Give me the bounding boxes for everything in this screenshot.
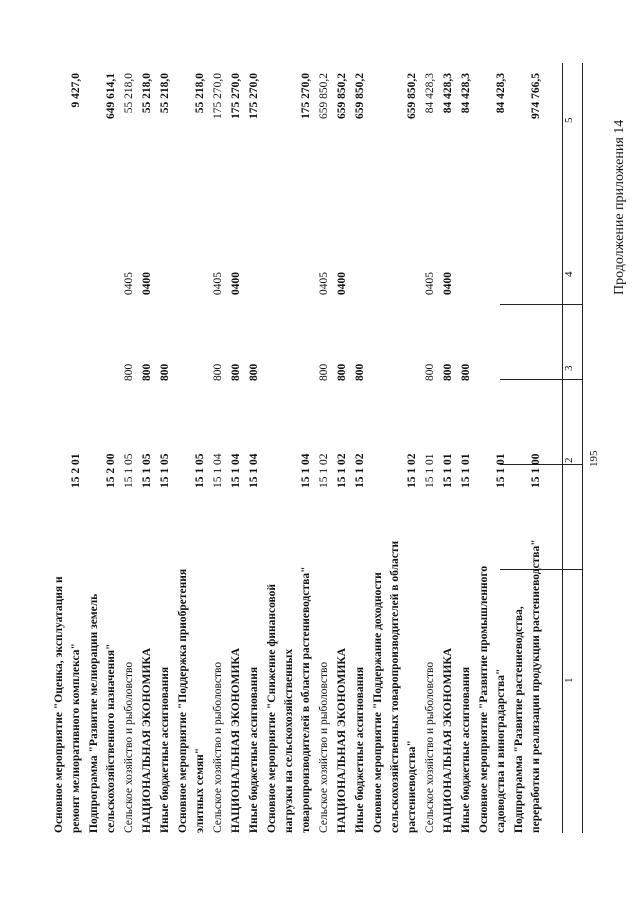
row-section: 0400	[141, 272, 153, 295]
row-code: 15 1 01	[442, 453, 454, 488]
row-section: 0400	[442, 272, 454, 295]
row-expense-type: 800	[141, 363, 153, 381]
row-name-line: элитных семян"	[194, 747, 206, 833]
row-code: 15 1 01	[460, 453, 472, 488]
row-name	[139, 533, 156, 833]
row-code: 15 1 02	[318, 453, 330, 488]
row-amount: 84 428,3	[442, 73, 454, 114]
row-section: 0400	[230, 272, 242, 295]
row-amount: 659 850,2	[336, 73, 348, 119]
row-code: 15 1 05	[141, 453, 153, 488]
row-amount: 659 850,2	[354, 73, 366, 119]
row-name-line: Сельское хозяйство и рыболовство	[212, 661, 224, 833]
col-header-2: 2	[563, 457, 575, 463]
row-code: 15 2 01	[70, 453, 82, 488]
row-code: 15 1 04	[300, 453, 312, 488]
row-name-line: Сельское хозяйство и рыболовство	[424, 661, 436, 833]
row-amount: 175 270,0	[300, 73, 312, 119]
row-amount: 55 218,0	[159, 73, 171, 114]
row-name-line: Иные бюджетные ассигнования	[354, 666, 366, 833]
table-row	[458, 63, 475, 833]
row-name-line: Иные бюджетные ассигнования	[159, 666, 171, 833]
row-code: 15 1 05	[123, 453, 135, 488]
col-header-3: 3	[563, 365, 575, 371]
row-name-line: ремонт мелиоративного комплекса"	[70, 643, 82, 833]
row-code: 15 1 04	[212, 453, 224, 488]
row-section: 0400	[336, 272, 348, 295]
row-name-line: Основное мероприятие "Поддержка приобретения	[177, 568, 189, 833]
row-name	[246, 533, 263, 833]
row-expense-type: 800	[230, 363, 242, 381]
table-row	[139, 63, 156, 833]
row-amount: 175 270,0	[248, 73, 260, 119]
table-row	[175, 63, 209, 833]
row-name-line: Основное мероприятие "Развитие промышленного	[478, 565, 490, 833]
row-name	[476, 533, 510, 833]
table-row	[86, 63, 120, 833]
row-expense-type: 800	[159, 363, 171, 381]
row-code: 15 1 04	[248, 453, 260, 488]
continuation-label: Продолжение приложения 14	[612, 119, 627, 295]
table-row	[121, 63, 138, 833]
table-row	[511, 63, 545, 833]
table-header	[563, 63, 581, 833]
table-row	[264, 63, 315, 833]
row-name	[440, 533, 457, 833]
row-expense-type: 800	[336, 363, 348, 381]
col-header-5: 5	[563, 117, 575, 123]
row-name	[422, 533, 439, 833]
page-number: 195	[588, 450, 600, 467]
row-name	[316, 533, 333, 833]
row-name	[334, 533, 351, 833]
row-name-line: садоводства и виноградарства"	[495, 668, 507, 833]
table-row	[370, 63, 421, 833]
row-code: 15 2 00	[105, 453, 117, 488]
row-amount: 659 850,2	[318, 73, 330, 119]
row-section: 0405	[123, 272, 135, 295]
row-section: 0405	[212, 272, 224, 295]
row-amount: 175 270,0	[212, 73, 224, 119]
row-name-line: Иные бюджетные ассигнования	[248, 666, 260, 833]
row-name-line: растениеводства"	[406, 740, 418, 833]
row-name-line: переработки и реализации продукции растениеводства"	[530, 539, 542, 833]
row-section: 0405	[424, 272, 436, 295]
row-name	[121, 533, 138, 833]
row-code: 15 1 05	[159, 453, 171, 488]
table-row	[228, 63, 245, 833]
row-name-line: Подпрограмма "Развитие мелиорации земель	[88, 593, 100, 833]
row-section: 0405	[318, 272, 330, 295]
row-amount: 55 218,0	[123, 73, 135, 114]
row-name-line: Сельское хозяйство и рыболовство	[318, 661, 330, 833]
row-name-line: сельскохозяйственного назначения"	[105, 643, 117, 833]
col-header-4: 4	[563, 271, 575, 277]
row-amount: 974 766,5	[530, 73, 542, 119]
row-expense-type: 800	[318, 363, 330, 381]
row-amount: 84 428,3	[460, 73, 472, 114]
row-name-line: Сельское хозяйство и рыболовство	[123, 661, 135, 833]
row-expense-type: 800	[460, 363, 472, 381]
row-expense-type: 800	[442, 363, 454, 381]
row-code: 15 1 02	[406, 453, 418, 488]
row-expense-type: 800	[123, 363, 135, 381]
row-amount: 84 428,3	[495, 73, 507, 114]
table-row	[157, 63, 174, 833]
row-name	[210, 533, 227, 833]
row-name-line: товаропроизводителей в области растениеводства"	[300, 566, 312, 833]
row-name	[86, 533, 120, 833]
row-name-line: Подпрограмма "Развитие растениеводства,	[513, 606, 525, 833]
row-code: 15 1 04	[230, 453, 242, 488]
row-amount: 9 427,0	[70, 73, 82, 108]
row-name	[175, 533, 209, 833]
table-row	[51, 63, 85, 833]
row-expense-type: 800	[248, 363, 260, 381]
row-name	[352, 533, 369, 833]
row-name-line: Иные бюджетные ассигнования	[460, 666, 472, 833]
row-code: 15 1 02	[354, 453, 366, 488]
row-code: 15 1 01	[495, 453, 507, 488]
row-name	[370, 533, 421, 833]
row-name	[157, 533, 174, 833]
table-row	[246, 63, 263, 833]
table-row	[440, 63, 457, 833]
row-name	[228, 533, 245, 833]
row-amount: 55 218,0	[141, 73, 153, 114]
row-code: 15 1 05	[194, 453, 206, 488]
row-name	[511, 533, 545, 833]
row-code: 15 1 02	[336, 453, 348, 488]
row-name-line: сельскохозяйственных товаропроизводителей в области	[389, 540, 401, 833]
row-name	[51, 533, 85, 833]
table-row	[210, 63, 227, 833]
row-amount: 659 850,2	[406, 73, 418, 119]
row-amount: 55 218,0	[194, 73, 206, 114]
row-name-line: НАЦИОНАЛЬНАЯ ЭКОНОМИКА	[336, 647, 348, 833]
table-row	[334, 63, 351, 833]
row-name-line: Основное мероприятие "Снижение финансовой	[266, 583, 278, 833]
table-row	[476, 63, 510, 833]
row-name-line: НАЦИОНАЛЬНАЯ ЭКОНОМИКА	[230, 647, 242, 833]
table-row	[422, 63, 439, 833]
row-name	[264, 533, 315, 833]
row-name-line: НАЦИОНАЛЬНАЯ ЭКОНОМИКА	[442, 647, 454, 833]
row-amount: 84 428,3	[424, 73, 436, 114]
row-name-line: Основное мероприятие "Поддержание доходности	[372, 572, 384, 833]
row-code: 15 1 01	[424, 453, 436, 488]
row-amount: 175 270,0	[230, 73, 242, 119]
table-top-rule	[582, 63, 583, 833]
row-name-line: НАЦИОНАЛЬНАЯ ЭКОНОМИКА	[141, 647, 153, 833]
row-name-line: Основное мероприятие "Оценка, эксплуатация и	[53, 576, 65, 833]
col-header-1: 1	[563, 677, 575, 683]
row-expense-type: 800	[354, 363, 366, 381]
table-row	[316, 63, 333, 833]
row-name-line: нагрузки на сельскохозяйственных	[283, 648, 295, 833]
row-code: 15 1 00	[530, 453, 542, 488]
row-expense-type: 800	[424, 363, 436, 381]
table-row	[352, 63, 369, 833]
row-amount: 649 614,1	[105, 73, 117, 119]
row-name	[458, 533, 475, 833]
row-expense-type: 800	[212, 363, 224, 381]
